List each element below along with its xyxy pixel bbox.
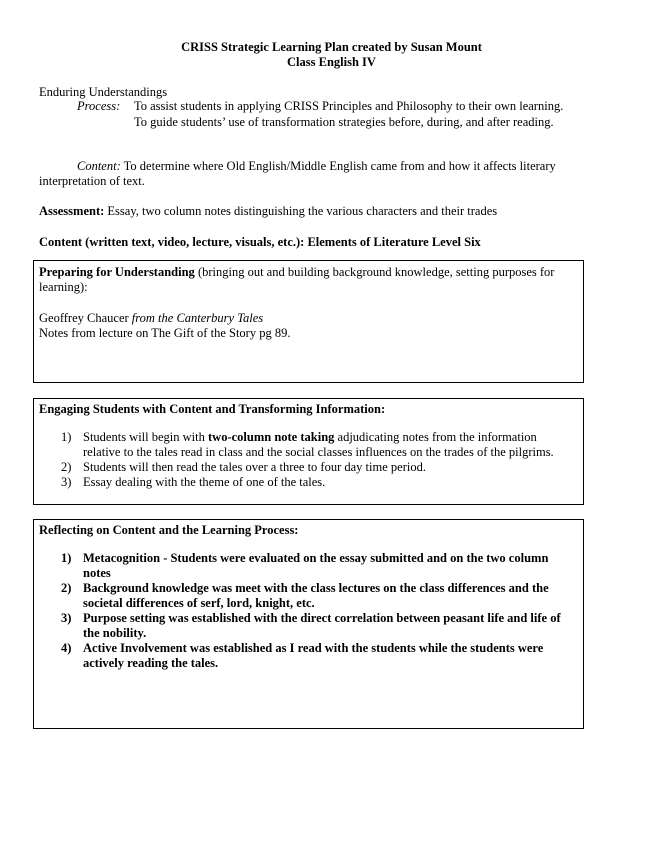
preparing-source <box>39 311 263 326</box>
list-item: 1) Metacognition - Students were evaluated on the essay submitted and on the two column notes <box>61 551 549 580</box>
engaging-heading: Engaging Students with Content and Transforming Information: <box>39 402 386 416</box>
list-item: 2) Background knowledge was meet with the class lectures on the class differences and the societal differences of serf, lord, knight, etc. <box>61 581 549 610</box>
preparing-box <box>33 260 584 383</box>
process-section <box>77 99 120 114</box>
enduring-heading: Enduring Understandings <box>39 85 168 99</box>
content-label: Content: <box>77 159 121 173</box>
highlight-term: two-column note taking <box>208 430 335 444</box>
reflecting-box <box>33 519 584 729</box>
list-item: 3) Essay dealing with the theme of one of the tales. <box>61 475 326 489</box>
content-materials-label: Content (written text, video, lecture, visuals, etc.): <box>39 235 305 249</box>
content-section <box>39 159 599 189</box>
preparing-heading-rest-2: learning): <box>39 280 88 294</box>
process-text-1: To assist students in applying CRISS Principles and Philosophy to their own learning. <box>134 99 564 113</box>
list-item: 4) Active Involvement was established as I read with the students while the students were actively reading the tales. <box>61 641 544 670</box>
work-title: from the Canterbury Tales <box>131 311 264 325</box>
assessment-text: Essay, two column notes distinguishing the various characters and their trades <box>107 204 498 218</box>
document-subtitle: Class English IV <box>287 55 376 69</box>
preparing-heading-block <box>39 265 579 295</box>
assessment-label: Assessment: <box>39 204 105 218</box>
document-title: CRISS Strategic Learning Plan created by Susan Mount <box>181 40 482 54</box>
reflecting-list <box>39 551 584 671</box>
process-text-2: To guide students’ use of transformation strategies before, during, and after reading. <box>134 115 554 129</box>
content-text-1: To determine where Old English/Middle English came from and how it affects literary <box>123 159 556 173</box>
process-label: Process: <box>77 99 121 113</box>
content-materials-text: Elements of Literature Level Six <box>307 235 481 249</box>
preparing-heading: Preparing for Understanding <box>39 265 195 279</box>
content-materials-line <box>39 235 481 250</box>
engaging-box <box>33 398 584 505</box>
list-item: 3) Purpose setting was established with the direct correlation between peasant life and life of the nobility. <box>61 611 561 640</box>
list-item: 1) Students will begin with two-column note taking adjudicating notes from the information relative to the tales read in class and the social classes influences on the trades of the pilgrims. <box>61 430 554 459</box>
list-item: 2) Students will then read the tales over a three to four day time period. <box>61 460 426 474</box>
assessment-line <box>39 204 497 219</box>
content-text-2: interpretation of text. <box>39 174 145 188</box>
reflecting-heading: Reflecting on Content and the Learning Process: <box>39 523 299 537</box>
preparing-heading-rest: (bringing out and building background knowledge, setting purposes for <box>197 265 555 279</box>
author-name: Geoffrey Chaucer <box>39 311 129 325</box>
engaging-list <box>39 430 584 490</box>
lecture-notes: Notes from lecture on The Gift of the Story pg 89. <box>39 326 291 340</box>
